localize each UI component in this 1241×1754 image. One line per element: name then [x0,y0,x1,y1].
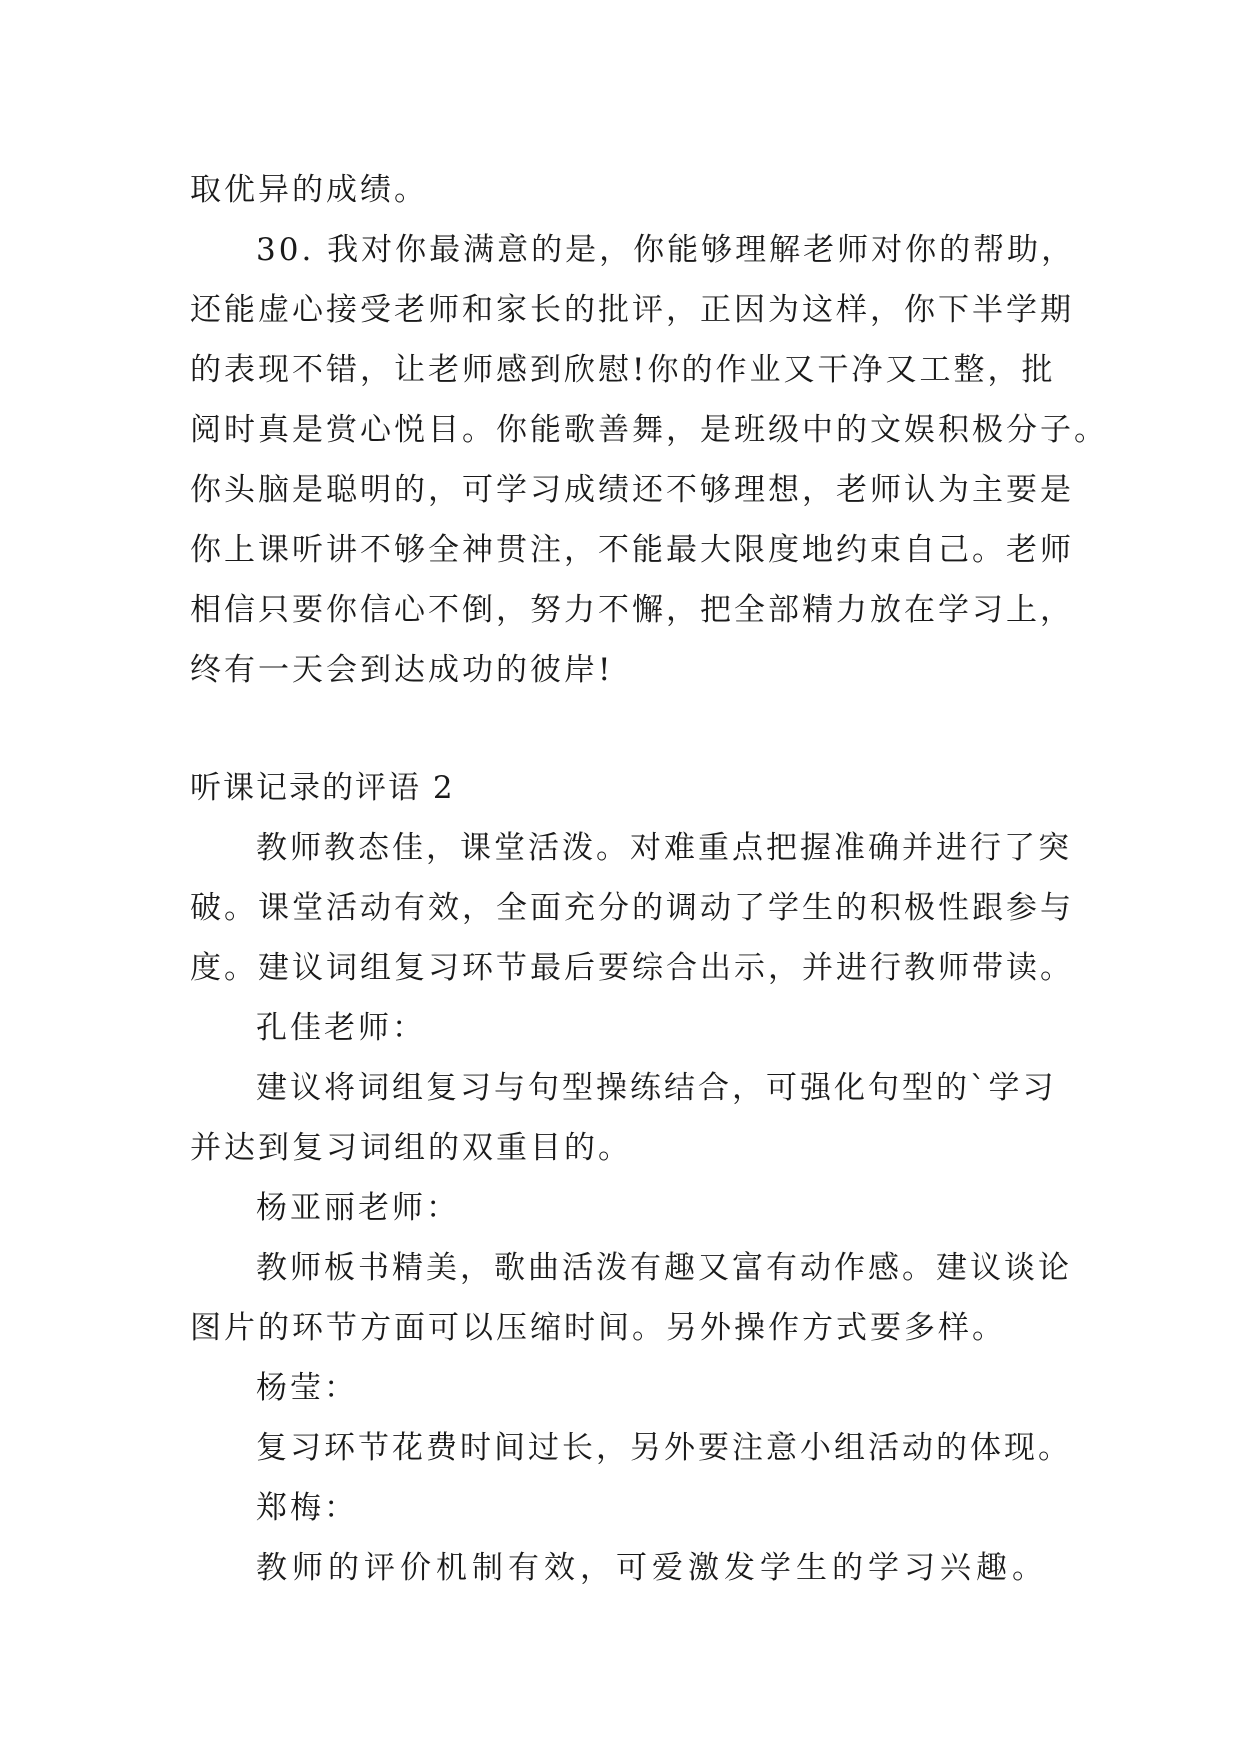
text-line: 阅时真是赏心悦目。你能歌善舞，是班级中的文娱积极分子。 [190,412,1108,448]
text-line: 图片的环节方面可以压缩时间。另外操作方式要多样。 [190,1310,1006,1346]
text-line: 你上课听讲不够全神贯注，不能最大限度地约束自己。老师 [190,532,1074,568]
text-line: 取优异的成绩。 [190,172,428,208]
document-body [190,160,1108,1598]
text-line: 相信只要你信心不倒，努力不懈，把全部精力放在学习上， [190,592,1074,628]
reviewer-name: 郑梅： [256,1490,358,1526]
text-line: 30. 我对你最满意的是，你能够理解老师对你的帮助， [256,232,1076,268]
text-line: 的表现不错，让老师感到欣慰!你的作业又干净又工整，批 [190,352,1056,388]
text-line: 教师教态佳，课堂活泼。对难重点把握准确并进行了突 [256,830,1072,866]
text-line: 度。建议词组复习环节最后要综合出示，并进行教师带读。 [190,950,1074,986]
text-line: 破。课堂活动有效，全面充分的调动了学生的积极性跟参与 [190,890,1074,926]
text-line: 你头脑是聪明的，可学习成绩还不够理想，老师认为主要是 [190,472,1074,508]
text-line: 复习环节花费时间过长，另外要注意小组活动的体现。 [256,1430,1072,1466]
text-line: 教师的评价机制有效，可爱激发学生的学习兴趣。 [256,1550,1048,1586]
text-line: 建议将词组复习与句型操练结合，可强化句型的`学习 [256,1070,1057,1106]
reviewer-name: 杨亚丽老师： [256,1190,460,1226]
paragraph-gap [190,700,1070,758]
reviewer-name: 孔佳老师： [256,1010,426,1046]
text-line: 还能虚心接受老师和家长的批评，正因为这样，你下半学期 [190,292,1074,328]
text-line: 终有一天会到达成功的彼岸! [190,652,614,688]
text-line: 并达到复习词组的双重目的。 [190,1130,632,1166]
section-heading: 听课记录的评语 2 [190,770,455,806]
text-line: 教师板书精美，歌曲活泼有趣又富有动作感。建议谈论 [256,1250,1072,1286]
reviewer-name: 杨莹： [256,1370,358,1406]
